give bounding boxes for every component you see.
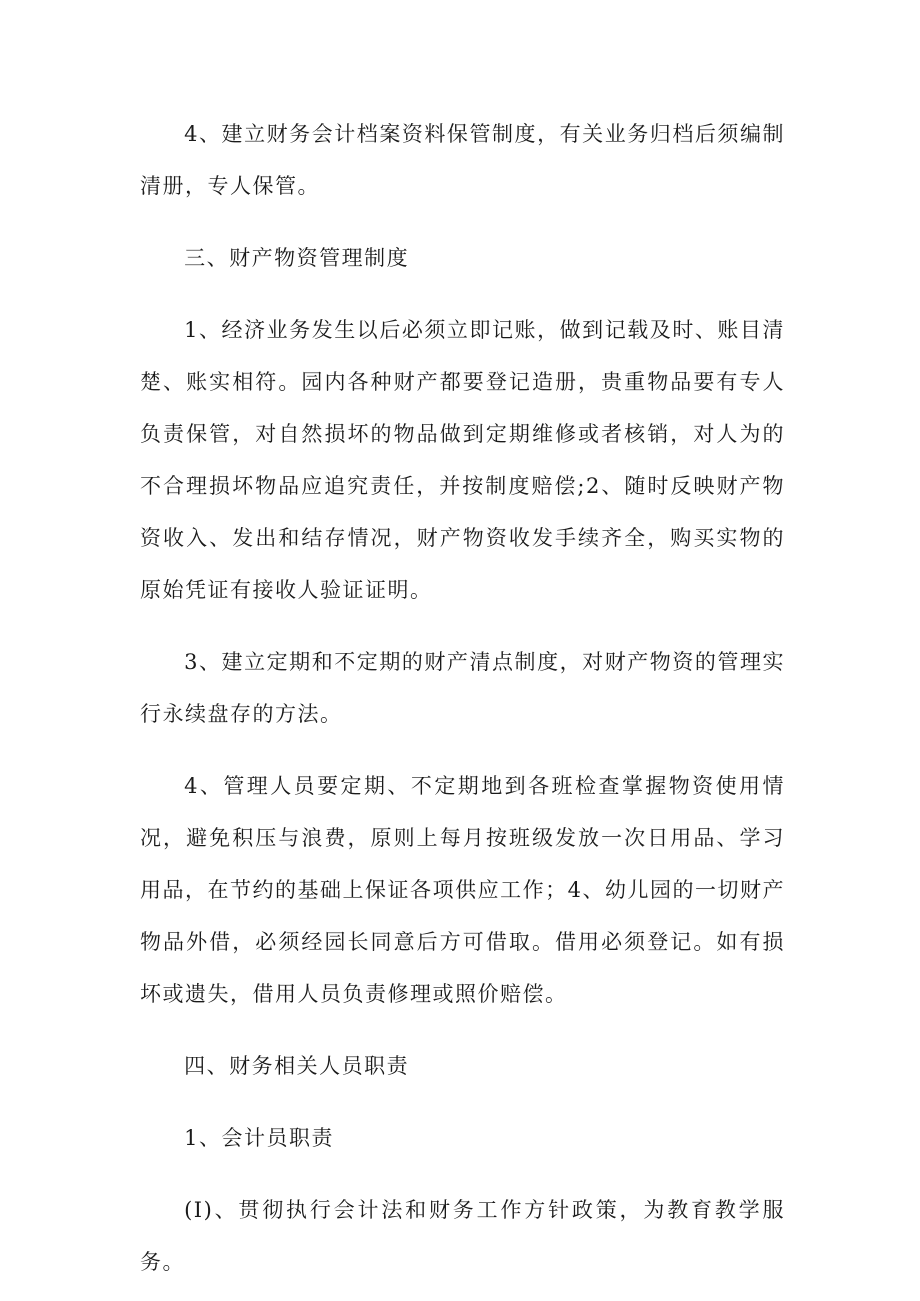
subheading-accountant-duties: 1、会计员职责 bbox=[184, 1126, 334, 1150]
paragraph-management-rule: 4、管理人员要定期、不定期地到各班检查掌握物资使用情况，避免积压与浪费，原则上每月按班级发放一次日用品、学习用品，在节约的基础上保证各项供应工作；4、幼儿园的一切财产物品外借，必须经园长同意后方可借取。借用必须登记。如有损坏或遗失，借用人员负责修理或照价赔偿。 bbox=[140, 774, 785, 1006]
paragraph-bookkeeping-rule: 1、经济业务发生以后必须立即记账，做到记载及时、账目清楚、账实相符。园内各种财产都要登记造册，贵重物品要有专人负责保管，对自然损坏的物品做到定期维修或者核销，对人为的不合理损坏物品应追究责任，并按制度赔偿;2、随时反映财产物资收入、发出和结存情况，财产物资收发手续齐全，购买实物的原始凭证有接收人验证证明。 bbox=[140, 318, 785, 602]
paragraph-archive-rule: 4、建立财务会计档案资料保管制度，有关业务归档后须编制清册，专人保管。 bbox=[140, 122, 785, 198]
document-body bbox=[140, 108, 785, 1288]
section-heading-property: 三、财产物资管理制度 bbox=[184, 246, 410, 270]
paragraph-inventory-rule: 3、建立定期和不定期的财产清点制度，对财产物资的管理实行永续盘存的方法。 bbox=[140, 650, 785, 726]
section-heading-duties: 四、财务相关人员职责 bbox=[184, 1054, 410, 1078]
paragraph-accountant-duty-1: (I)、贯彻执行会计法和财务工作方针政策，为教育教学服务。 bbox=[140, 1198, 785, 1274]
